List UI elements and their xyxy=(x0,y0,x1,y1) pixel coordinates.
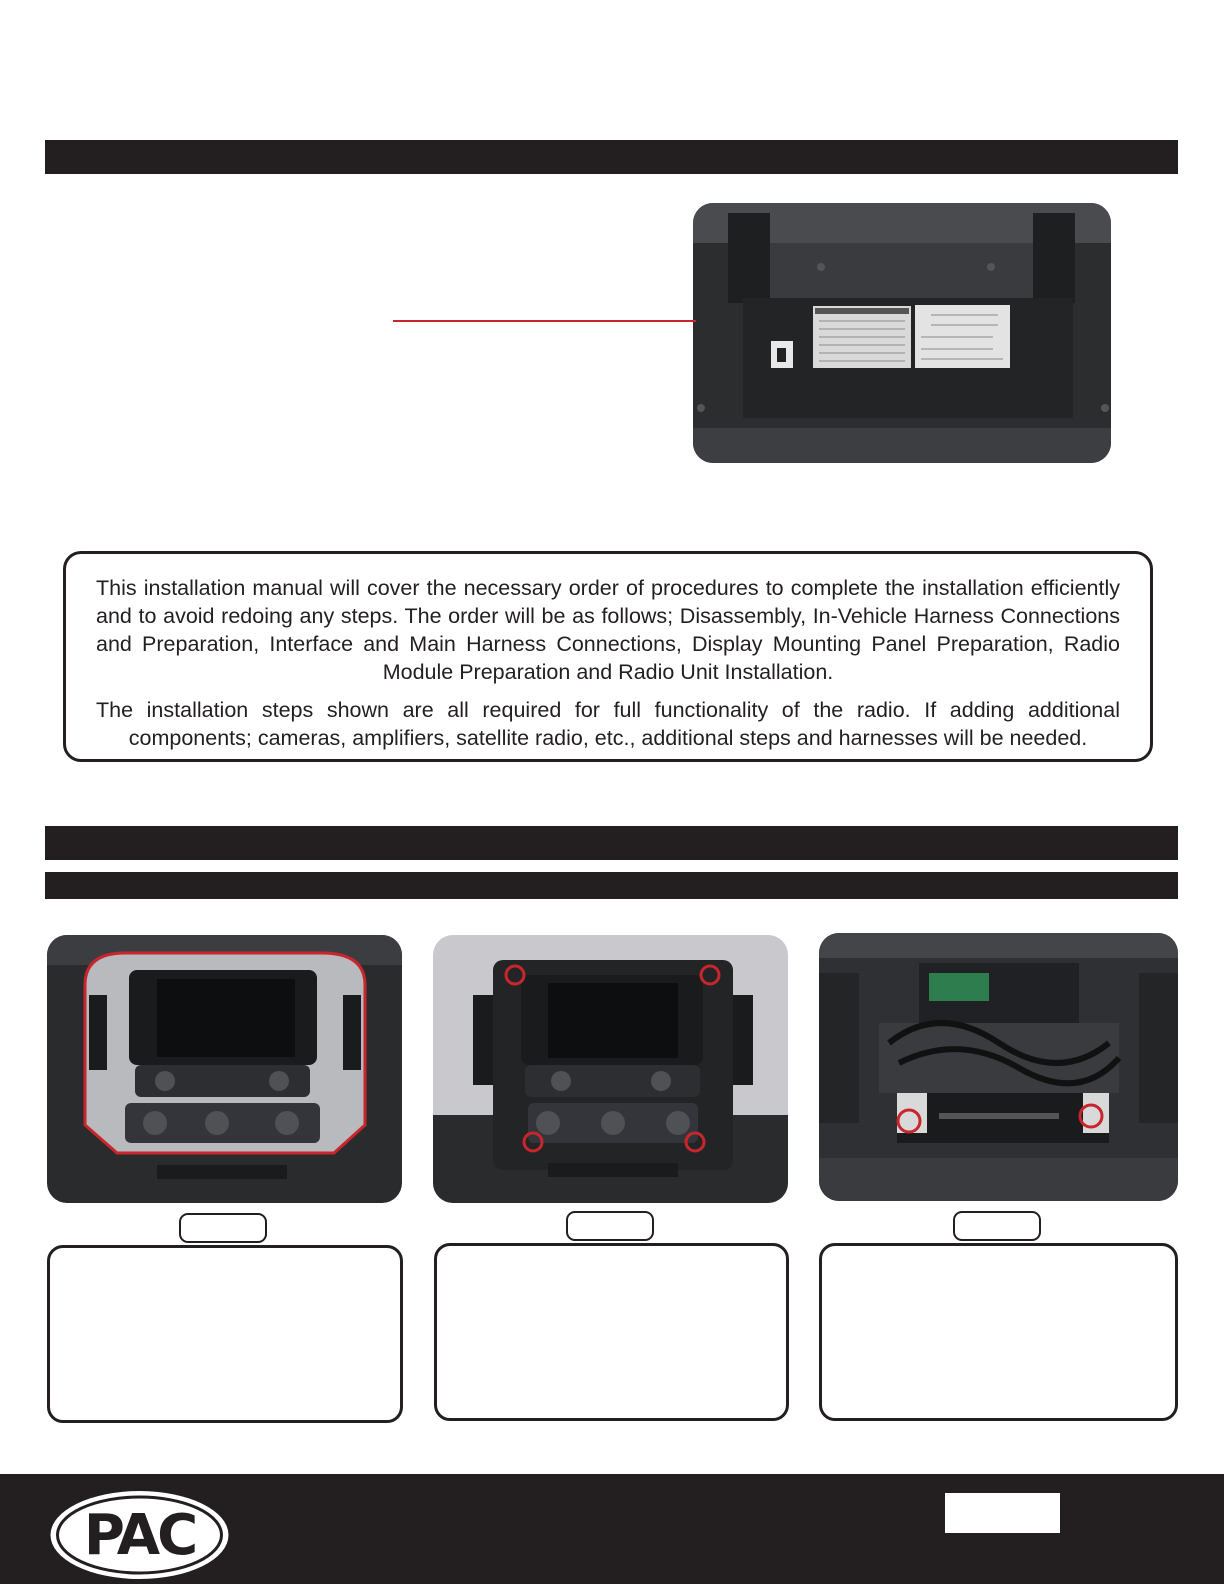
step3-label-box xyxy=(953,1211,1041,1241)
pac-logo xyxy=(47,1488,232,1582)
step3-photo xyxy=(819,933,1178,1201)
step2-instruction-box xyxy=(434,1243,789,1421)
intro-paragraph-2: The installation steps shown are all required for full functionality of the radio. If adding additional components; cameras, amplifiers, satellite radio, etc., additional steps and harnesses will be needed. xyxy=(96,698,1120,750)
logo-text: PAC xyxy=(83,1503,196,1568)
page-number-box xyxy=(945,1493,1060,1533)
step2-photo xyxy=(433,935,788,1203)
intro-textbox xyxy=(63,551,1153,762)
step1-photo xyxy=(47,935,402,1203)
section-header-bar xyxy=(45,140,1178,174)
glovebox-photo xyxy=(693,203,1111,463)
intro-paragraph-1: This installation manual will cover the necessary order of procedures to complete the installation efficiently and to avoid redoing any steps. The order will be as follows; Disassembly, In-Vehicle Harness Connections and Preparation, Interface and Main Harness Connections, Display Mounting Panel Preparation, Radio Module Preparation and Radio Unit Installation. xyxy=(96,576,1120,684)
subsection-header-bar xyxy=(45,872,1178,899)
step1-instruction-box xyxy=(47,1245,403,1423)
step3-instruction-box xyxy=(819,1243,1178,1421)
step2-label-box xyxy=(566,1211,654,1241)
label-pointer-line xyxy=(393,320,696,322)
step1-label-box xyxy=(179,1213,267,1243)
section-header-bar xyxy=(45,826,1178,860)
